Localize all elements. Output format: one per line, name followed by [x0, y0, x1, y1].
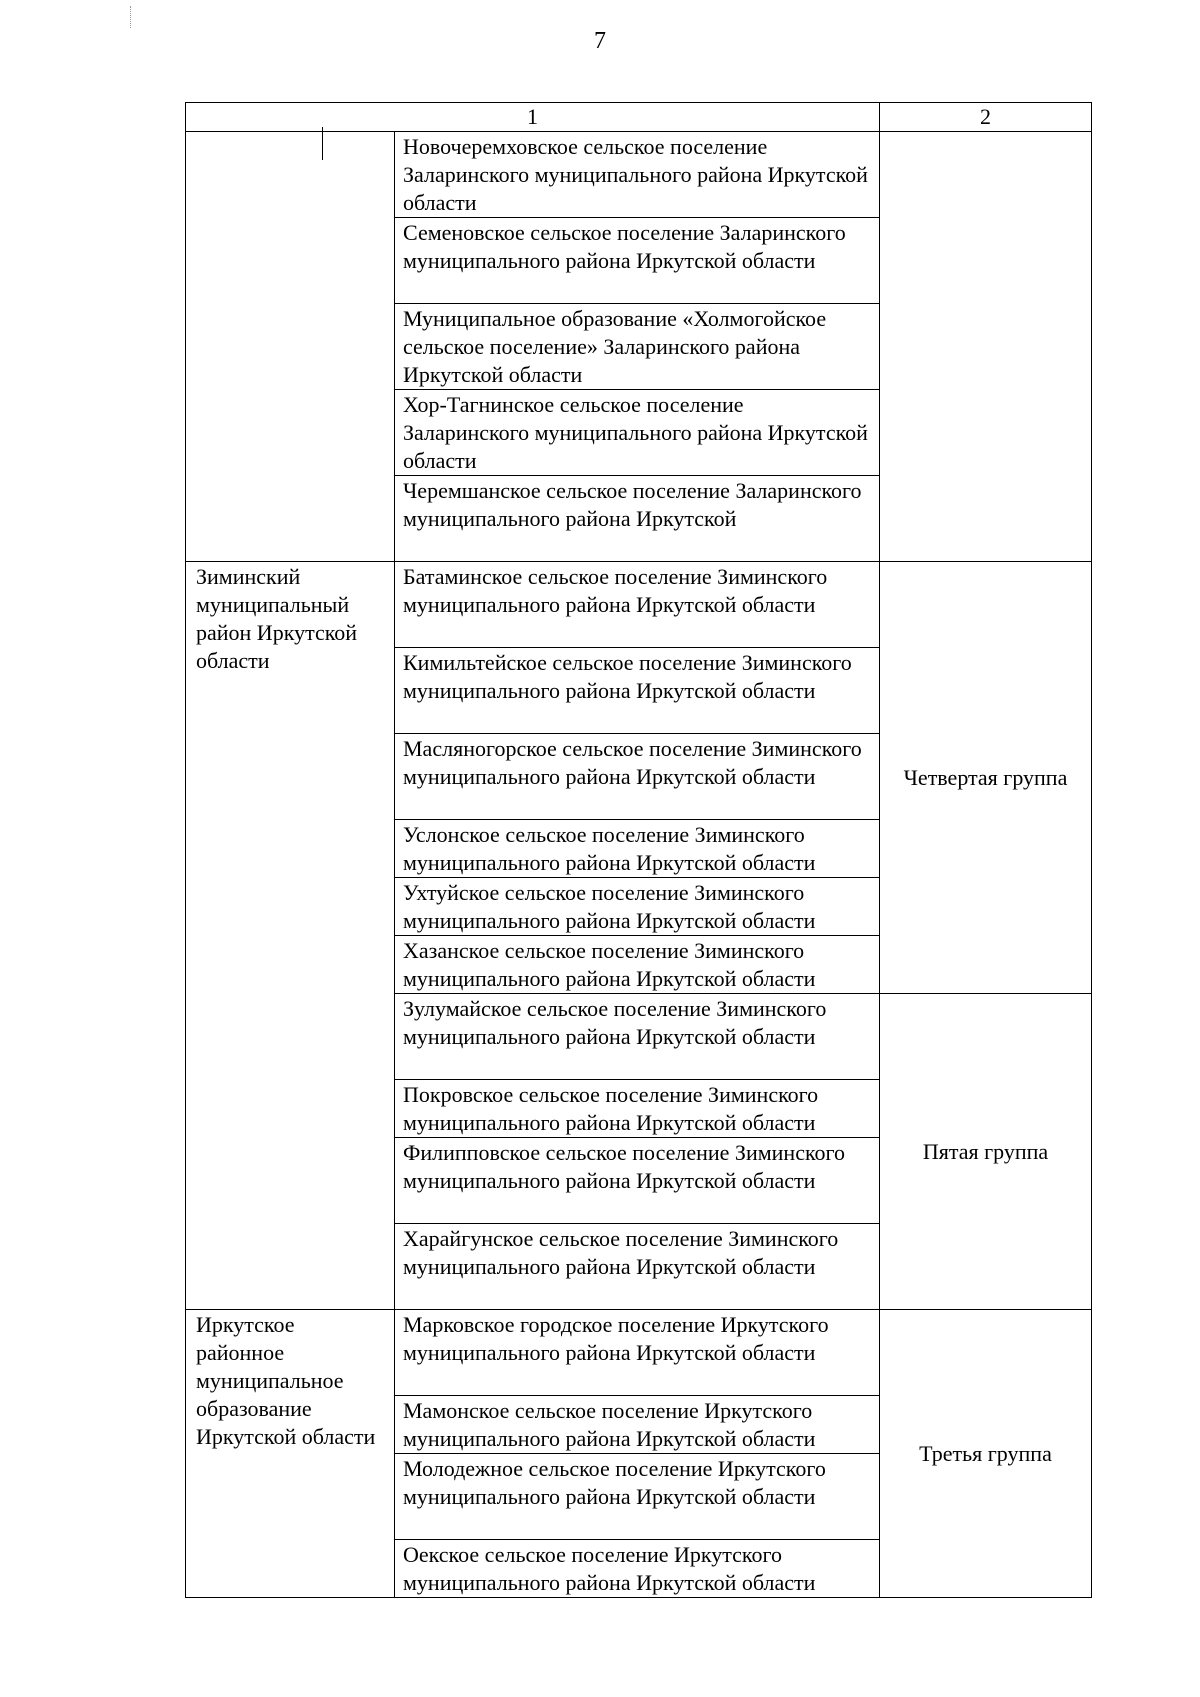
- group-cell: Третья группа: [880, 1310, 1092, 1598]
- settlement-cell: Масляногорское сельское поселение Зиминского муниципального района Иркутской области: [395, 734, 880, 820]
- settlement-cell: Кимильтейское сельское поселение Зиминского муниципального района Иркутской области: [395, 648, 880, 734]
- settlement-cell: Хазанское сельское поселение Зиминского муниципального района Иркутской области: [395, 936, 880, 994]
- page-number: 7: [594, 28, 606, 54]
- settlement-cell: Ухтуйское сельское поселение Зиминского муниципального района Иркутской области: [395, 878, 880, 936]
- settlement-cell: Покровское сельское поселение Зиминского муниципального района Иркутской области: [395, 1080, 880, 1138]
- settlement-cell: Муниципальное образование «Холмогойское сельское поселение» Заларинского района Иркутской области: [395, 304, 880, 390]
- settlement-cell: Оекское сельское поселение Иркутского муниципального района Иркутской области: [395, 1540, 880, 1598]
- settlement-cell: Батаминское сельское поселение Зиминского муниципального района Иркутской области: [395, 562, 880, 648]
- groups-table: [185, 102, 1092, 1598]
- header-col-1: 1: [186, 103, 880, 132]
- settlement-cell: Мамонское сельское поселение Иркутского муниципального района Иркутской области: [395, 1396, 880, 1454]
- district-cell: [186, 132, 395, 562]
- settlement-cell: Филипповское сельское поселение Зиминского муниципального района Иркутской области: [395, 1138, 880, 1224]
- settlement-cell: Услонское сельское поселение Зиминского муниципального района Иркутской области: [395, 820, 880, 878]
- settlement-cell: Новочеремховское сельское поселение Заларинского муниципального района Иркутской области: [395, 132, 880, 218]
- settlement-cell: Харайгунское сельское поселение Зиминского муниципального района Иркутской области: [395, 1224, 880, 1310]
- group-cell: Пятая группа: [880, 994, 1092, 1310]
- settlement-cell: Черемшанское сельское поселение Заларинского муниципального района Иркутской: [395, 476, 880, 562]
- scan-artifact: [130, 6, 131, 28]
- group-cell: Четвертая группа: [880, 562, 1092, 994]
- district-cell: Зиминский муниципальный район Иркутской области: [186, 562, 395, 1310]
- settlement-cell: Зулумайское сельское поселение Зиминского муниципального района Иркутской области: [395, 994, 880, 1080]
- header-col-2: 2: [880, 103, 1092, 132]
- settlement-cell: Молодежное сельское поселение Иркутского муниципального района Иркутской области: [395, 1454, 880, 1540]
- settlement-cell: Семеновское сельское поселение Заларинского муниципального района Иркутской области: [395, 218, 880, 304]
- ruling-mark: [322, 127, 323, 160]
- table-row: [186, 562, 1092, 648]
- settlement-cell: Хор-Тагнинское сельское поселение Заларинского муниципального района Иркутской области: [395, 390, 880, 476]
- district-cell: Иркутское районное муниципальное образование Иркутской области: [186, 1310, 395, 1598]
- group-cell: [880, 132, 1092, 562]
- table-row: [186, 1310, 1092, 1396]
- settlement-cell: Марковское городское поселение Иркутского муниципального района Иркутской области: [395, 1310, 880, 1396]
